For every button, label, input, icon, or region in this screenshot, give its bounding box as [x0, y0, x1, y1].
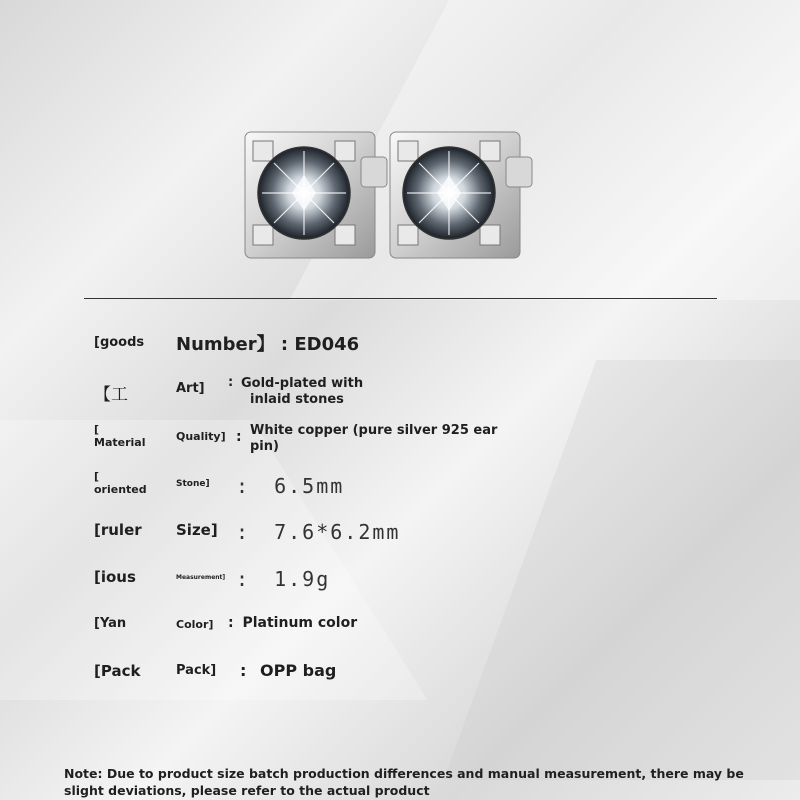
spec-separator: :	[236, 567, 251, 591]
spec-material-label-a-line2: Material	[94, 436, 146, 449]
spec-separator: :	[228, 375, 234, 390]
spec-goods-value: ED046	[294, 334, 360, 355]
left-earring	[245, 132, 387, 258]
spec-material-label-b: Quality]	[176, 430, 226, 443]
spec-goods-label-a: [goods	[94, 335, 145, 350]
earrings-product-image	[240, 124, 540, 264]
spec-separator: :	[236, 474, 251, 498]
spec-material-value-line1: White copper (pure silver 925 ear	[250, 423, 498, 438]
spec-craft-value-line1: Gold-plated with	[241, 376, 364, 391]
spec-goods-row	[176, 330, 359, 356]
spec-craft-label-b: Art]	[176, 381, 205, 396]
spec-pack-label-a: [Pack	[94, 662, 141, 680]
spec-color-row	[228, 615, 357, 631]
spec-stone-value: 6.5mm	[274, 474, 345, 498]
spec-separator: :	[236, 429, 242, 445]
spec-stone-label-a-line1: [	[94, 470, 100, 483]
spec-material-label-a-line1: [	[94, 423, 100, 436]
right-earring	[390, 132, 532, 258]
spec-pack-row	[240, 661, 336, 680]
spec-separator: :	[240, 661, 247, 680]
spec-pack-label-b: Pack]	[176, 663, 217, 678]
spec-color-label-a: [Yan	[94, 616, 127, 631]
spec-color-value: Platinum color	[242, 615, 358, 631]
spec-separator: :	[228, 615, 234, 631]
spec-size-value: 7.6*6.2mm	[274, 520, 401, 544]
spec-color-label-b: Color]	[176, 618, 214, 631]
spec-craft-value-line2: inlaid stones	[250, 392, 344, 407]
spec-stone-label-a-line2: oriented	[94, 483, 147, 496]
spec-size-label-a: [ruler	[94, 521, 142, 539]
disclaimer-note: Note: Due to product size batch production differences and manual measurement, there may be slight deviations, please refer to the actual product	[64, 766, 744, 798]
spec-separator: :	[280, 334, 289, 355]
spec-material-value-line2: pin)	[250, 439, 279, 454]
spec-weight-label-a: [ious	[94, 568, 136, 586]
spec-craft-label-a: 【工	[94, 385, 128, 405]
spec-size-label-b: Size]	[176, 521, 218, 539]
spec-weight-label-b: Measurement]	[176, 574, 226, 581]
divider	[84, 298, 717, 299]
spec-pack-value: OPP bag	[259, 661, 337, 680]
spec-weight-value: 1.9g	[274, 567, 331, 591]
spec-size-row	[236, 520, 400, 544]
background-shape	[0, 420, 427, 700]
spec-stone-label-b: Stone]	[176, 479, 210, 489]
spec-goods-label-b: Number】	[176, 334, 275, 355]
spec-separator: :	[236, 520, 251, 544]
spec-weight-row	[236, 567, 330, 591]
spec-stone-row	[236, 474, 344, 498]
